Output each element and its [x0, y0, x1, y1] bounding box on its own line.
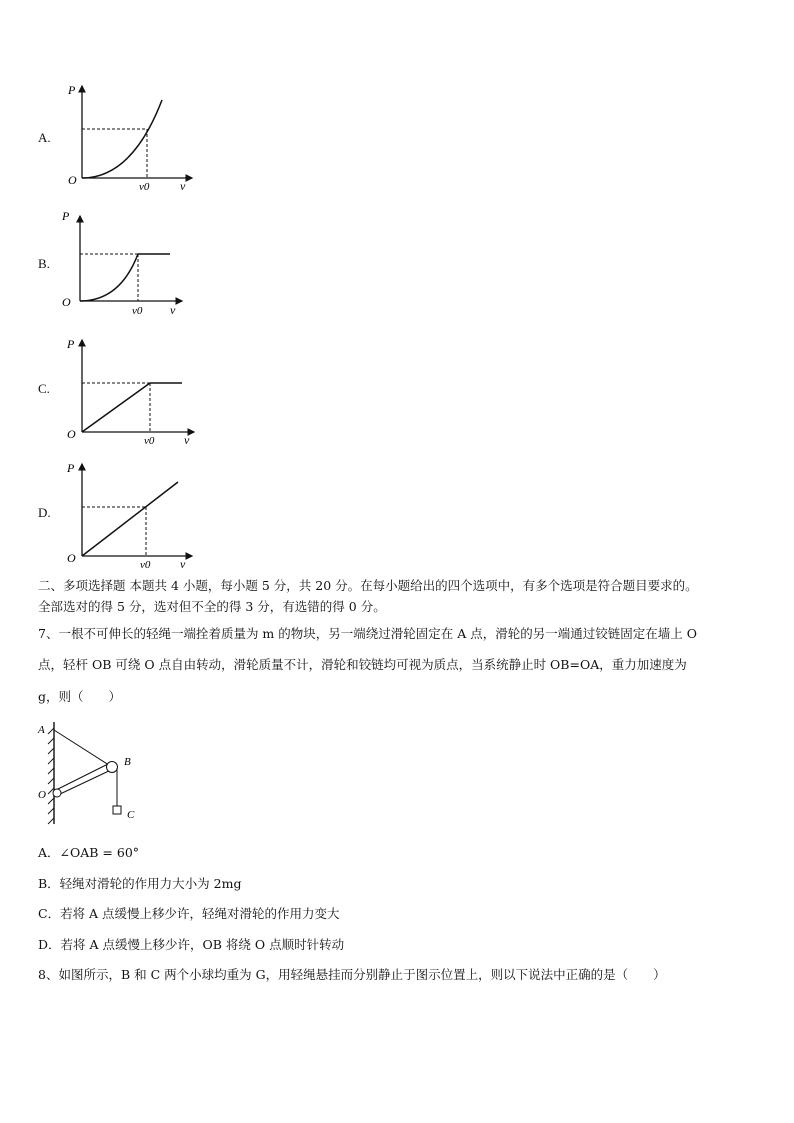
axis-x-label: v: [184, 433, 190, 446]
option-d-label: D.: [38, 505, 51, 520]
q7-line2: 点，轻杆 OB 可绕 O 点自由转动，滑轮质量不计，滑轮和铰链均可视为质点，当系统静止时 OB=OA，重力加速度为: [38, 657, 687, 672]
v0-label: v0: [132, 305, 143, 317]
option-b-label: B.: [38, 256, 50, 271]
axis-y-label: P: [67, 461, 75, 475]
graph-b: [60, 208, 190, 318]
axis-y-label: P: [62, 209, 70, 223]
v0-label: v0: [139, 181, 150, 192]
q7-option-b: B．轻绳对滑轮的作用力大小为 2mg: [38, 876, 242, 891]
section2-line1: 二、多项选择题 本题共 4 小题，每小题 5 分，共 20 分。在每小题给出的四个选项中，有多个选项是符合题目要求的。: [38, 578, 698, 593]
q7-figure: [36, 718, 146, 828]
q7-line3: g，则（ ）: [38, 689, 122, 704]
section2-line2: 全部选对的得 5 分，选对但不全的得 3 分，有选错的得 0 分。: [38, 599, 386, 614]
graph-d: [62, 458, 202, 570]
v0-label: v0: [140, 559, 151, 570]
option-c-label: C.: [38, 381, 50, 396]
origin-label: O: [68, 173, 77, 187]
q7-option-d: D．若将 A 点缓慢上移少许，OB 将绕 O 点顺时针转动: [38, 937, 345, 952]
graph-c: [62, 334, 202, 446]
axis-x-label: v: [180, 557, 186, 570]
q8-line1: 8、如图所示，B 和 C 两个小球均重为 G，用轻绳悬挂而分别静止于图示位置上，则以下说法中正确的是（ ）: [38, 967, 666, 982]
point-a-label: A: [38, 724, 45, 736]
point-c-label: C: [127, 809, 135, 821]
origin-label: O: [62, 295, 71, 309]
axis-y-label: P: [67, 337, 75, 351]
option-a-label: A.: [38, 130, 51, 145]
graph-a: [62, 80, 202, 192]
q7-option-c: C．若将 A 点缓慢上移少许，轻绳对滑轮的作用力变大: [38, 906, 340, 921]
axis-x-label: v: [180, 179, 186, 192]
point-b-label: B: [124, 756, 131, 768]
origin-label: O: [67, 427, 76, 441]
origin-label: O: [67, 551, 76, 565]
axis-x-label: v: [170, 303, 176, 317]
q7-line1: 7、一根不可伸长的轻绳一端拴着质量为 m 的物块，另一端绕过滑轮固定在 A 点，滑轮的另一端通过铰链固定在墙上 O: [38, 626, 697, 641]
axis-y-label: P: [68, 83, 76, 97]
point-o-label: O: [38, 789, 46, 801]
v0-label: v0: [144, 435, 155, 446]
q7-option-a: A．∠OAB = 60°: [38, 845, 140, 860]
